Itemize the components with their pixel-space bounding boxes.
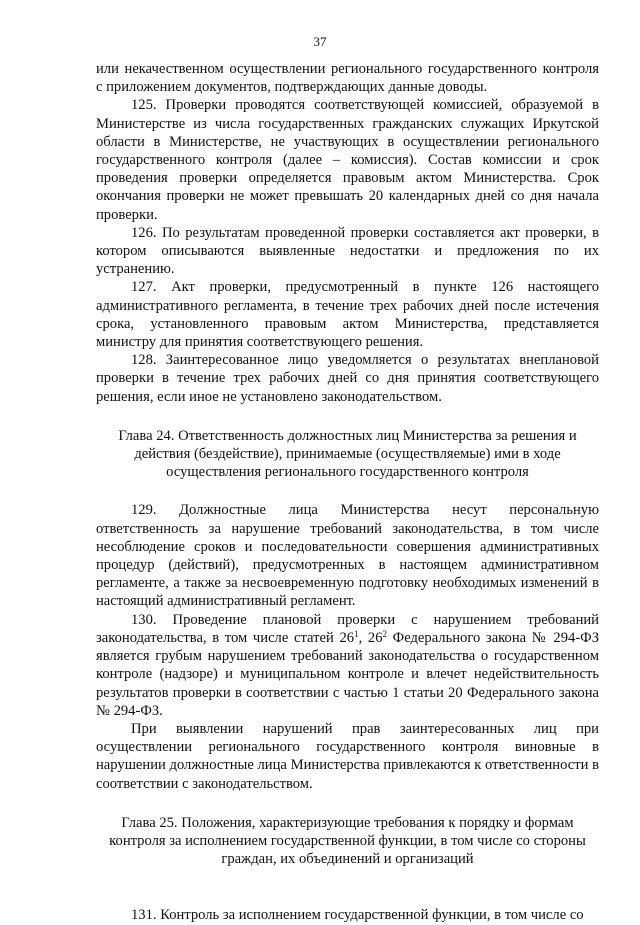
chapter-24-heading: Глава 24. Ответственность должностных лиц Министерства за решения и действия (бездействие), принимаемые (осуществляемые) ими в ходе осуществления регионального государственного контроля (118, 427, 577, 481)
paragraph-violations: При выявлении нарушений прав заинтересованных лиц при осуществлении регионального государственного контроля виновные в нарушении должностные лица Министерства привлекаются к ответственности в соответствии с законодательством. (96, 720, 599, 792)
document-body (96, 60, 599, 925)
chapter-25-heading: Глава 25. Положения, характеризующие требования к порядку и формам контроля за исполнением государственной функции, в том числе со стороны граждан, их объединений и организаций (109, 814, 586, 868)
paragraph-125: 125. Проверки проводятся соответствующей комиссией, образуемой в Министерстве из числа государственных гражданских служащих Иркутской области в Министерстве, не участвующих в осуществлении регионального государственного контроля (далее – комиссия). Состав комиссии и срок проведения проверки определяется правовым актом Министерства. Срок окончания проверки не может превышать 20 календарных дней со дня начала проверки. (96, 97, 599, 223)
paragraph-128: 128. Заинтересованное лицо уведомляется о результатах внеплановой проверки в течение трех рабочих дней со дня принятия соответствующего решения, если иное не установлено законодательством. (96, 352, 599, 405)
paragraph-129: 129. Должностные лица Министерства несут персональную ответственность за нарушение требований законодательства, в том числе несоблюдение сроков и последовательности совершения административных процедур (действий), предусмотренных в настоящем административном регламенте, а также за несвоевременную подготовку необходимых изменений в настоящий административный регламент. (96, 502, 599, 610)
paragraph-127: 127. Акт проверки, предусмотренный в пункте 126 настоящего административного регламента, в течение трех рабочих дней после истечения срока, установленного правовым актом Министерства, представляется министру для принятия соответствующего решения. (96, 279, 599, 351)
paragraph-126: 126. По результатам проведенной проверки составляется акт проверки, в котором описываются выявленные недостатки и предложения по их устранению. (96, 224, 599, 278)
page-number: 37 (313, 34, 327, 49)
paragraph-131: 131. Контроль за исполнением государственной функции, в том числе со (131, 907, 584, 924)
paragraph-continuation: или некачественном осуществлении регионального государственного контроля с приложением документов, подтверждающих данные доводы. (96, 61, 599, 96)
paragraph-130: 130. Проведение плановой проверки с нарушением требований законодательства, в том числе статей $26^1$, $26^2$ Федерального закона № 294-ФЗ является грубым нарушением требований законодательства о государственном контроле (надзоре) и муниципальном контроле и влечет недействительность результатов проверки в соответствии с частью 1 статьи 20 Федерального закона № 294-ФЗ. (96, 611, 600, 719)
